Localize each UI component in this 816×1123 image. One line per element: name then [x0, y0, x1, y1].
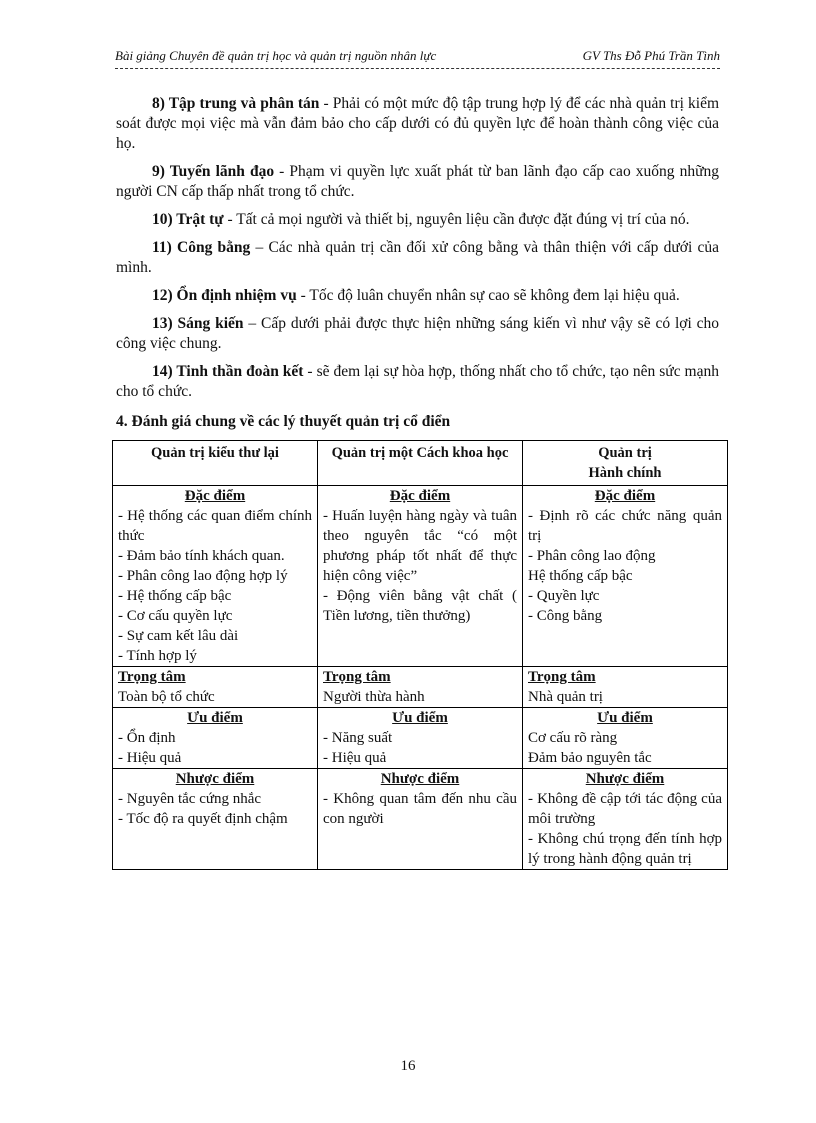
principle-text: – Các nhà quản trị cần đối xử công bằng và thân thiện với cấp dưới của mình. [116, 239, 719, 276]
section-title: 4. Đánh giá chung về các lý thuyết quản trị cổ điển [116, 413, 451, 430]
cell-line: - Quyền lực [528, 588, 600, 604]
cell-heading: Ưu điểm [187, 710, 243, 726]
table-row [113, 708, 728, 769]
cell-line: - Không chú trọng đến tính hợp lý trong hành động quản trị [528, 831, 722, 867]
table-row [113, 667, 728, 708]
cell-line: - Năng suất [323, 730, 393, 746]
cell-line: - Định rõ các chức năng quản trị [528, 508, 722, 544]
table-header-cell: Quản trị Hành chính [523, 441, 728, 486]
principle-text: - Tất cả mọi người và thiết bị, nguyên liệu cần được đặt đúng vị trí của nó. [223, 211, 690, 228]
principle-text: - Tốc độ luân chuyển nhân sự cao sẽ không đem lại hiệu quả. [296, 287, 680, 304]
table-cell [113, 486, 318, 667]
cell-line: Đảm bảo nguyên tắc [528, 750, 652, 766]
table-row [113, 486, 728, 667]
cell-line: - Cơ cấu quyền lực [118, 608, 233, 624]
cell-heading: Nhược điểm [585, 771, 665, 787]
table-cell [318, 486, 523, 667]
cell-line: - Sự cam kết lâu dài [118, 628, 239, 644]
header-divider [115, 68, 720, 69]
cell-line: - Tốc độ ra quyết định chậm [118, 811, 288, 827]
cell-line: - Hệ thống các quan điểm chính thức [118, 508, 312, 544]
cell-heading: Đặc điểm [184, 488, 246, 504]
cell-line: - Động viên bằng vật chất ( Tiền lương, tiền thưởng) [323, 588, 517, 624]
cell-line: Hệ thống cấp bậc [528, 568, 633, 584]
cell-line: - Phân công lao động hợp lý [118, 568, 288, 584]
table-cell [113, 769, 318, 870]
cell-line: - Huấn luyện hàng ngày và tuân theo nguyên tắc “có một phương pháp tốt nhất để thực hiện công việc” [323, 508, 517, 584]
principle-term: 13) Sáng kiến [152, 315, 244, 332]
cell-line: - Nguyên tắc cứng nhắc [118, 791, 262, 807]
principle-paragraph [116, 362, 719, 402]
cell-heading: Ưu điểm [392, 710, 448, 726]
table-cell [318, 769, 523, 870]
principle-paragraph [116, 238, 719, 278]
page-body [116, 94, 722, 870]
cell-line: - Không quan tâm đến nhu cầu con người [323, 791, 517, 827]
cell-line: - Không đề cập tới tác động của môi trường [528, 791, 722, 827]
principle-term: 14) Tinh thần đoàn kết [152, 363, 304, 380]
cell-line: Nhà quản trị [528, 689, 603, 705]
header-course-title: Bài giảng Chuyên đề quản trị học và quản trị nguồn nhân lực [115, 48, 437, 63]
cell-line: - Hiệu quả [118, 750, 182, 766]
cell-line: - Hệ thống cấp bậc [118, 588, 232, 604]
principle-paragraph [116, 162, 719, 202]
principle-term: 12) Ổn định nhiệm vụ [152, 287, 297, 304]
cell-line: Cơ cấu rõ ràng [528, 730, 618, 746]
cell-heading: Trọng tâm [323, 669, 391, 685]
cell-heading: Trọng tâm [118, 669, 186, 685]
page-number: 16 [400, 1058, 416, 1074]
cell-line: - Ổn định [118, 730, 176, 746]
table-header-row [113, 441, 728, 486]
table-cell [523, 769, 728, 870]
table-cell [318, 667, 523, 708]
table-cell [113, 667, 318, 708]
cell-line: - Công bằng [528, 608, 603, 624]
comparison-table [112, 440, 728, 870]
principle-paragraph [116, 94, 719, 154]
cell-heading: Trọng tâm [528, 669, 596, 685]
table-cell [523, 667, 728, 708]
cell-heading: Ưu điểm [597, 710, 653, 726]
cell-line: Người thừa hành [323, 689, 425, 705]
cell-heading: Nhược điểm [380, 771, 460, 787]
principle-text: – Cấp dưới phải được thực hiện những sáng kiến vì như vậy sẽ có lợi cho công việc chung. [116, 315, 719, 352]
principle-term: 9) Tuyến lãnh đạo [152, 163, 275, 180]
cell-heading: Đặc điểm [594, 488, 656, 504]
principles-list [116, 94, 719, 402]
principle-paragraph [116, 314, 719, 354]
principle-paragraph [116, 286, 719, 306]
principle-text: - Phạm vi quyền lực xuất phát từ ban lãnh đạo cấp cao xuống những người CN cấp thấp nhất trong tổ chức. [116, 163, 720, 200]
table-header-cell: Quản trị kiểu thư lại [113, 441, 318, 486]
cell-line: Toàn bộ tổ chức [118, 689, 215, 705]
principle-text: - Phải có một mức độ tập trung hợp lý để các nhà quản trị kiểm soát được mọi việc mà vẫn đảm bảo cho cấp dưới có đủ quyền lực để hoàn thành công việc của họ. [116, 95, 720, 152]
cell-heading: Đặc điểm [389, 488, 451, 504]
page-header [115, 48, 720, 64]
header-author: GV Ths Đỗ Phú Trần Tình [582, 48, 720, 63]
table-cell [113, 708, 318, 769]
cell-heading: Nhược điểm [175, 771, 255, 787]
cell-line: - Tính hợp lý [118, 648, 197, 664]
table-cell [523, 708, 728, 769]
table-cell [318, 708, 523, 769]
principle-term: 8) Tập trung và phân tán [152, 95, 320, 112]
cell-line: - Hiệu quả [323, 750, 387, 766]
table-cell [523, 486, 728, 667]
cell-line: - Phân công lao động [528, 548, 656, 564]
principle-text: - sẽ đem lại sự hòa hợp, thống nhất cho tổ chức, tạo nên sức mạnh cho tổ chức. [116, 363, 719, 400]
principle-paragraph [116, 210, 719, 230]
table-header-cell: Quản trị một Cách khoa học [318, 441, 523, 486]
cell-line: - Đảm bảo tính khách quan. [118, 548, 285, 564]
principle-term: 11) Công bằng [152, 239, 251, 256]
principle-term: 10) Trật tự [152, 211, 224, 228]
table-row [113, 769, 728, 870]
